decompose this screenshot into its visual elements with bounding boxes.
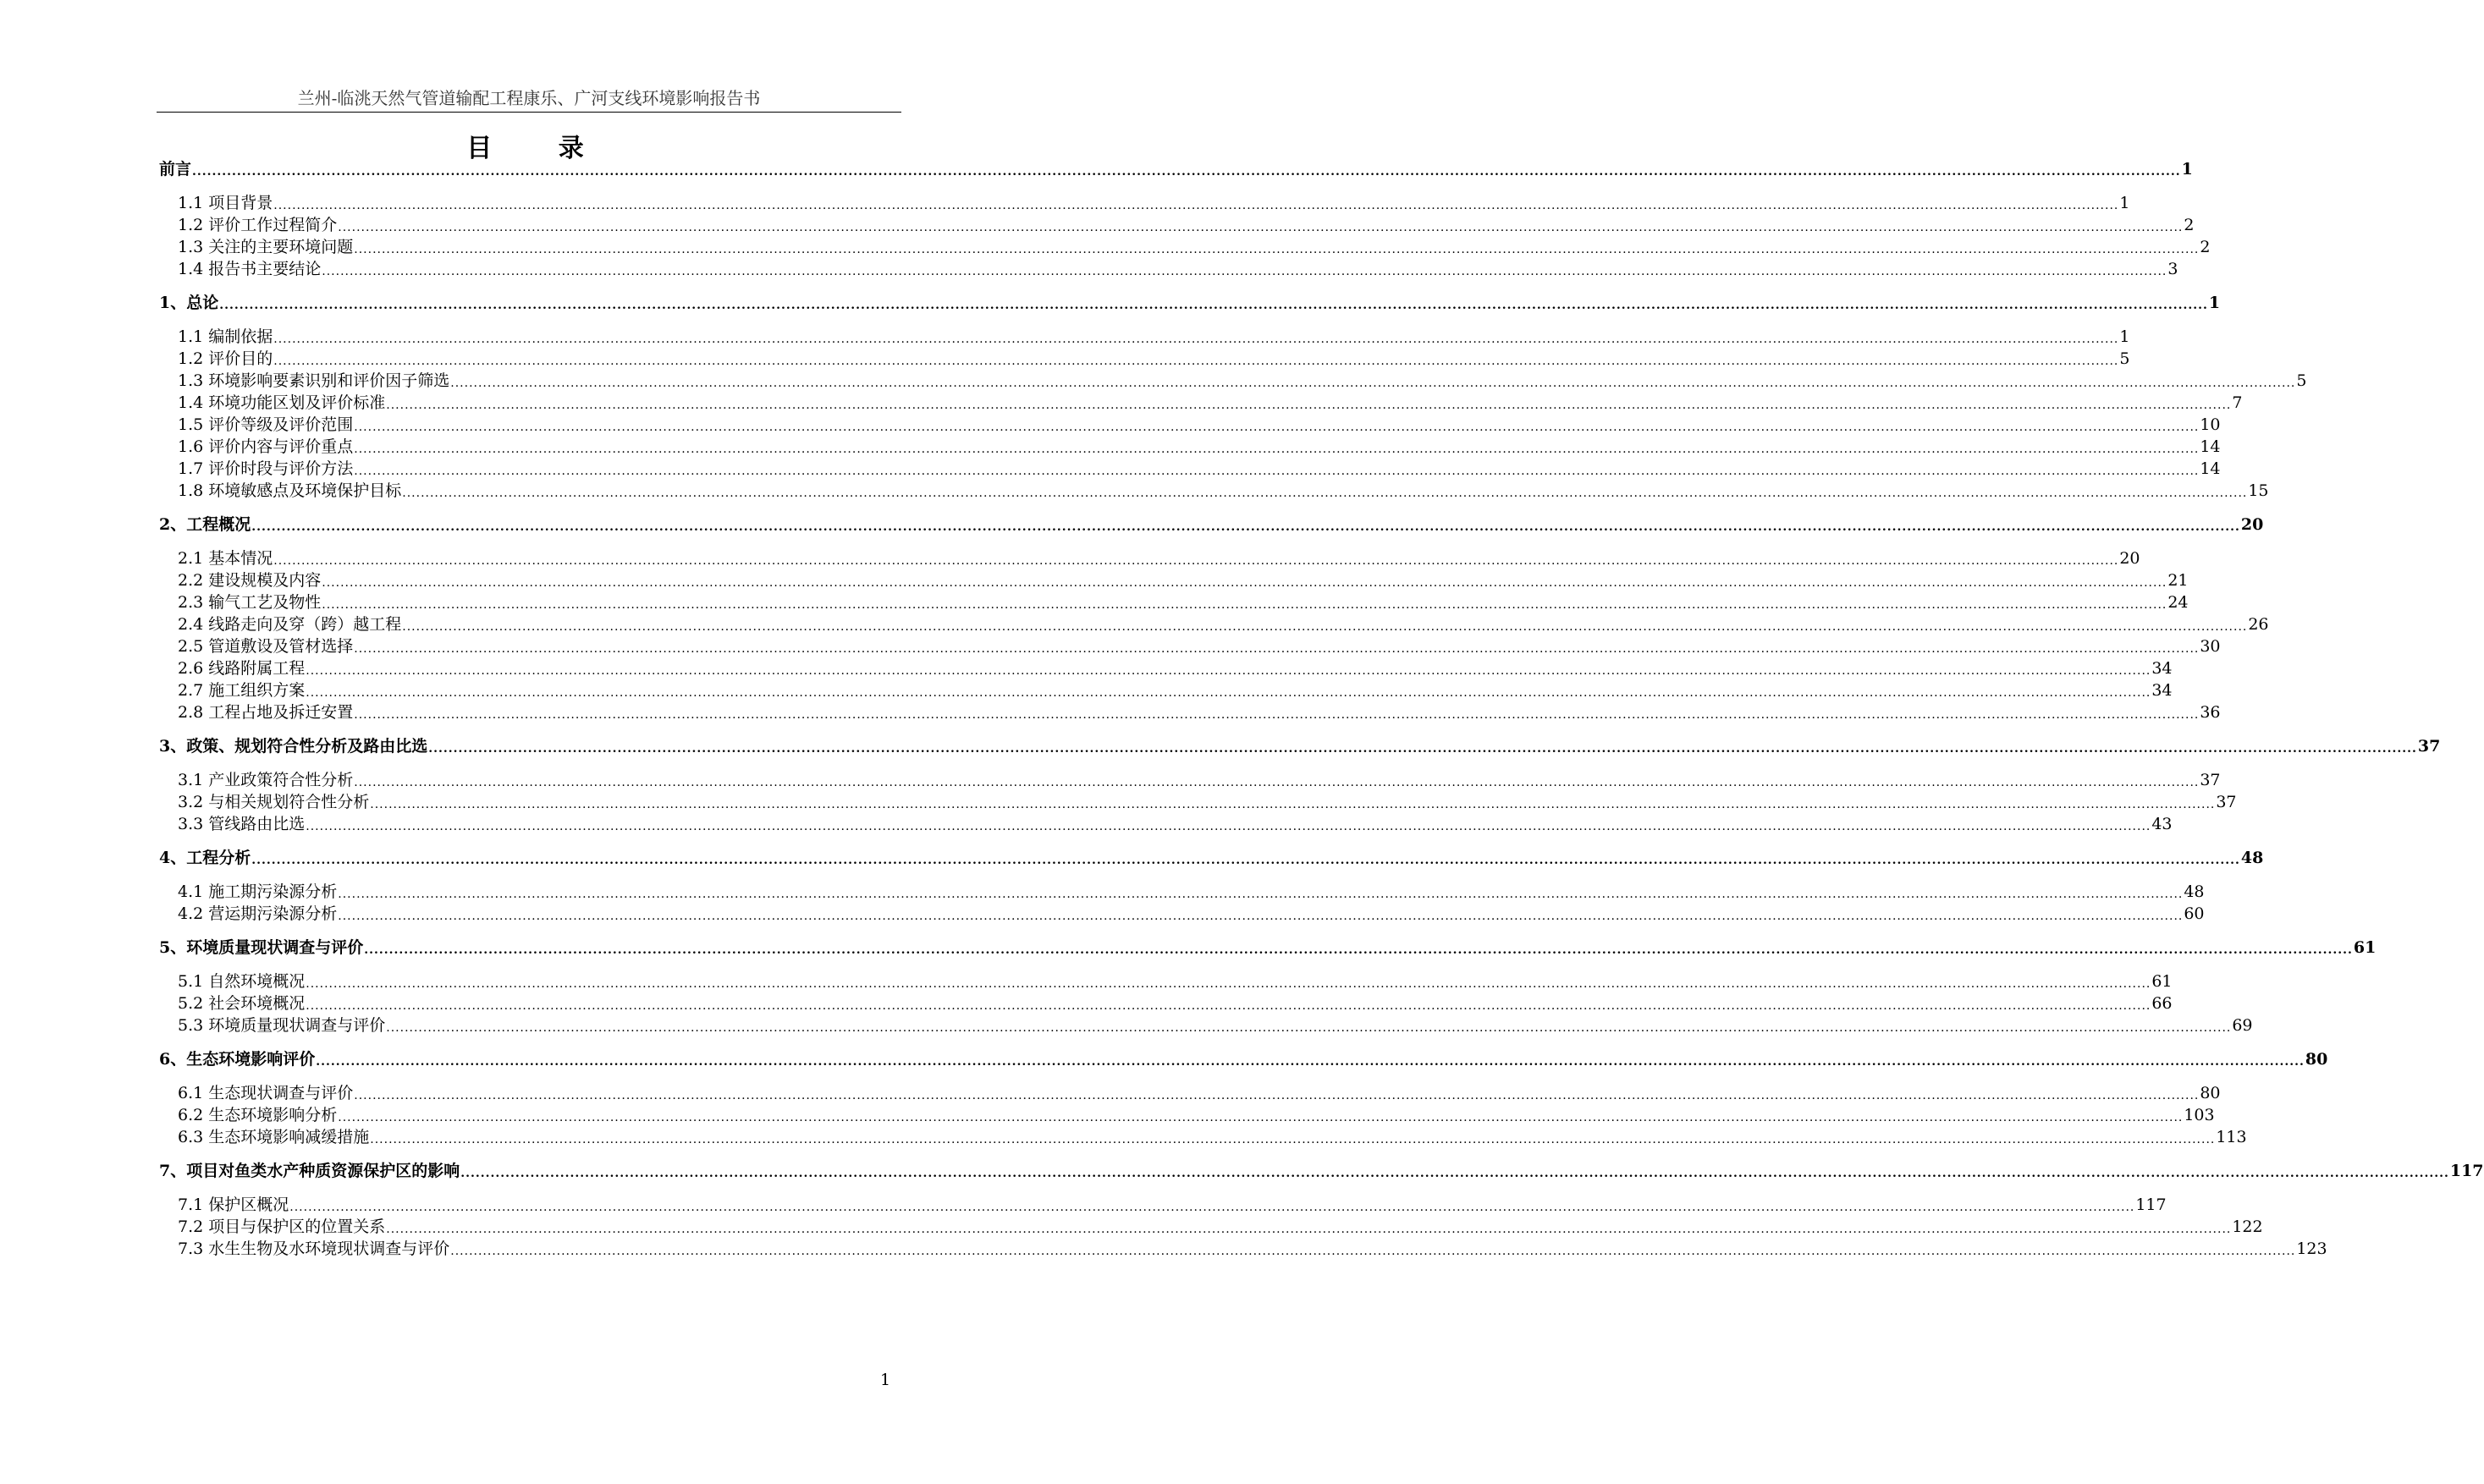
- toc-section-entry[interactable]: [159, 1104, 2215, 1126]
- toc-section-entry[interactable]: [159, 813, 2173, 835]
- toc-entry-title: 3.3 管线路由比选: [178, 815, 306, 833]
- toc-entry-title: 1.2 评价目的: [178, 349, 273, 368]
- toc-leader-dots: ................................................................................................................................................................................................................................................................................................................................................................................................................: [364, 943, 2353, 957]
- toc-section-entry[interactable]: [159, 881, 2205, 903]
- toc-leader-dots: ................................................................................................................................................................................................................................................................................................................................................................................................................: [354, 642, 2200, 656]
- toc-entry-page: 66: [2151, 994, 2173, 1013]
- toc-section-entry[interactable]: [159, 370, 2307, 392]
- toc-section-entry[interactable]: [159, 392, 2243, 414]
- toc-section-entry[interactable]: [159, 348, 2130, 370]
- toc-chapter-entry[interactable]: [159, 1048, 2328, 1070]
- toc-leader-dots: ................................................................................................................................................................................................................................................................................................................................................................................................................: [273, 355, 2119, 368]
- toc-entry-page: 80: [2200, 1084, 2221, 1102]
- toc-section-entry[interactable]: [159, 701, 2221, 723]
- toc-leader-dots: ................................................................................................................................................................................................................................................................................................................................................................................................................: [450, 376, 2296, 390]
- toc-entry-page: 122: [2232, 1217, 2263, 1236]
- toc-entry-title: 7.1 保护区概况: [178, 1195, 289, 1214]
- toc-entry-page: 61: [2151, 972, 2173, 991]
- toc-leader-dots: ................................................................................................................................................................................................................................................................................................................................................................................................................: [192, 165, 2181, 179]
- toc-leader-dots: ................................................................................................................................................................................................................................................................................................................................................................................................................: [354, 708, 2200, 722]
- toc-entry-title: 3.1 产业政策符合性分析: [178, 771, 354, 789]
- toc-leader-dots: ................................................................................................................................................................................................................................................................................................................................................................................................................: [322, 265, 2167, 278]
- toc-entry-title: 1、总论: [159, 294, 219, 312]
- toc-entry-title: 7、项目对鱼类水产种质资源保护区的影响: [159, 1162, 460, 1180]
- toc-entry-title: 1.6 评价内容与评价重点: [178, 437, 354, 456]
- toc-entry-page: 2: [2200, 238, 2211, 256]
- toc-leader-dots: ................................................................................................................................................................................................................................................................................................................................................................................................................: [273, 199, 2119, 212]
- toc-entry-title: 1.1 编制依据: [178, 327, 273, 346]
- toc-section-entry[interactable]: [159, 903, 2205, 925]
- toc-entry-title: 1.4 报告书主要结论: [178, 260, 322, 278]
- toc-leader-dots: ................................................................................................................................................................................................................................................................................................................................................................................................................: [322, 576, 2167, 590]
- toc-leader-dots: ................................................................................................................................................................................................................................................................................................................................................................................................................: [289, 1201, 2135, 1214]
- toc-entry-page: 37: [2417, 737, 2441, 756]
- toc-entry-page: 26: [2248, 615, 2269, 634]
- toc-entry-title: 1.5 评价等级及评价范围: [178, 415, 354, 434]
- toc-entry-title: 2.8 工程占地及拆迁安置: [178, 703, 354, 722]
- toc-leader-dots: ................................................................................................................................................................................................................................................................................................................................................................................................................: [354, 776, 2200, 789]
- toc-entry-page: 48: [2184, 882, 2205, 901]
- toc-entry-page: 69: [2232, 1016, 2253, 1035]
- toc-entry-title: 1.1 项目背景: [178, 194, 273, 212]
- toc-leader-dots: ................................................................................................................................................................................................................................................................................................................................................................................................................: [322, 598, 2167, 612]
- toc-leader-dots: ................................................................................................................................................................................................................................................................................................................................................................................................................: [306, 999, 2151, 1013]
- toc-section-entry[interactable]: [159, 480, 2269, 502]
- toc-entry-page: 15: [2248, 481, 2269, 500]
- toc-section-entry[interactable]: [159, 436, 2221, 458]
- toc-entry-title: 4、工程分析: [159, 849, 251, 867]
- toc-entry-title: 1.2 评价工作过程简介: [178, 216, 338, 234]
- toc-entry-page: 61: [2353, 938, 2377, 957]
- toc-leader-dots: ................................................................................................................................................................................................................................................................................................................................................................................................................: [354, 420, 2200, 434]
- toc-entry-title: 5.2 社会环境概况: [178, 994, 306, 1013]
- toc-entry-page: 43: [2151, 815, 2173, 833]
- toc-leader-dots: ................................................................................................................................................................................................................................................................................................................................................................................................................: [251, 520, 2240, 534]
- toc-entry-page: 1: [2119, 327, 2130, 346]
- toc-entry-title: 1.8 环境敏感点及环境保护目标: [178, 481, 402, 500]
- toc-entry-page: 34: [2151, 681, 2173, 700]
- toc-section-entry[interactable]: [159, 992, 2173, 1014]
- toc-entry-title: 6.2 生态环境影响分析: [178, 1106, 338, 1124]
- toc-entry-page: 103: [2184, 1106, 2215, 1124]
- toc-entry-title: 2.2 建设规模及内容: [178, 571, 322, 590]
- toc-entry-page: 36: [2200, 703, 2221, 722]
- toc-entry-page: 30: [2200, 637, 2221, 656]
- toc-section-entry[interactable]: [159, 236, 2211, 258]
- toc-entry-title: 2、工程概况: [159, 515, 251, 534]
- toc-entry-page: 37: [2216, 793, 2237, 811]
- toc-entry-title: 1.3 关注的主要环境问题: [178, 238, 354, 256]
- toc-entry-page: 20: [2119, 549, 2140, 568]
- toc-leader-dots: ................................................................................................................................................................................................................................................................................................................................................................................................................: [354, 243, 2200, 256]
- toc-chapter-entry[interactable]: [159, 1160, 2484, 1182]
- toc-section-entry[interactable]: [159, 458, 2221, 480]
- toc-entry-title: 6.1 生态现状调查与评价: [178, 1084, 354, 1102]
- toc-chapter-entry[interactable]: [159, 847, 2264, 869]
- toc-leader-dots: ................................................................................................................................................................................................................................................................................................................................................................................................................: [306, 664, 2151, 678]
- toc-entry-title: 5.1 自然环境概况: [178, 972, 306, 991]
- toc-entry-title: 1.3 环境影响要素识别和评价因子筛选: [178, 371, 450, 390]
- toc-entry-title: 3.2 与相关规划符合性分析: [178, 793, 370, 811]
- toc-section-entry[interactable]: [159, 635, 2221, 657]
- toc-section-entry[interactable]: [159, 192, 2130, 214]
- toc-entry-page: 117: [2135, 1195, 2167, 1214]
- toc-entry-page: 5: [2119, 349, 2130, 368]
- toc-entry-page: 3: [2167, 260, 2178, 278]
- toc-leader-dots: ................................................................................................................................................................................................................................................................................................................................................................................................................: [338, 1111, 2184, 1124]
- toc-entry-page: 2: [2184, 216, 2195, 234]
- toc-entry-page: 20: [2240, 515, 2264, 534]
- toc-entry-title: 5.3 环境质量现状调查与评价: [178, 1016, 386, 1035]
- toc-section-entry[interactable]: [159, 613, 2269, 635]
- toc-leader-dots: ................................................................................................................................................................................................................................................................................................................................................................................................................: [402, 486, 2248, 500]
- toc-leader-dots: ................................................................................................................................................................................................................................................................................................................................................................................................................: [306, 977, 2151, 991]
- toc-entry-title: 1.4 环境功能区划及评价标准: [178, 393, 386, 412]
- toc-chapter-entry[interactable]: [159, 292, 2221, 314]
- toc-section-entry[interactable]: [159, 1014, 2253, 1036]
- toc-section-entry[interactable]: [159, 569, 2189, 591]
- toc-entry-page: 113: [2216, 1128, 2247, 1146]
- toc-leader-dots: ................................................................................................................................................................................................................................................................................................................................................................................................................: [219, 299, 2208, 312]
- toc-entry-title: 3、政策、规划符合性分析及路由比选: [159, 737, 428, 756]
- toc-leader-dots: ................................................................................................................................................................................................................................................................................................................................................................................................................: [251, 854, 2240, 867]
- toc-entry-title: 2.1 基本情况: [178, 549, 273, 568]
- toc-entry-title: 1.7 评价时段与评价方法: [178, 459, 354, 478]
- toc-entry-title: 2.5 管道敷设及管材选择: [178, 637, 354, 656]
- toc-entry-title: 4.2 营运期污染源分析: [178, 904, 338, 923]
- toc-section-entry[interactable]: [159, 547, 2140, 569]
- toc-entry-title: 4.1 施工期污染源分析: [178, 882, 338, 901]
- toc-entry-page: 24: [2167, 593, 2189, 612]
- toc-entry-page: 34: [2151, 659, 2173, 678]
- toc-leader-dots: ................................................................................................................................................................................................................................................................................................................................................................................................................: [386, 1021, 2232, 1035]
- toc-entry-title: 2.4 线路走向及穿（跨）越工程: [178, 615, 402, 634]
- toc-leader-dots: ................................................................................................................................................................................................................................................................................................................................................................................................................: [316, 1055, 2305, 1069]
- toc-leader-dots: ................................................................................................................................................................................................................................................................................................................................................................................................................: [460, 1167, 2449, 1180]
- toc-leader-dots: ................................................................................................................................................................................................................................................................................................................................................................................................................: [370, 1133, 2216, 1146]
- toc-entry-page: 7: [2232, 393, 2243, 412]
- toc-entry-title: 6.3 生态环境影响减缓措施: [178, 1128, 370, 1146]
- toc-entry-page: 1: [2119, 194, 2130, 212]
- toc-section-entry[interactable]: [159, 1216, 2263, 1238]
- toc-entry-title: 7.3 水生生物及水环境现状调查与评价: [178, 1239, 450, 1258]
- toc-section-entry[interactable]: [159, 1194, 2167, 1216]
- toc-entry-page: 60: [2184, 904, 2205, 923]
- toc-entry-title: 前言: [159, 160, 192, 179]
- toc-leader-dots: ................................................................................................................................................................................................................................................................................................................................................................................................................: [306, 820, 2151, 833]
- toc-entry-title: 2.3 输气工艺及物性: [178, 593, 322, 612]
- toc-entry-title: 2.7 施工组织方案: [178, 681, 306, 700]
- toc-section-entry[interactable]: [159, 970, 2173, 992]
- toc-leader-dots: ................................................................................................................................................................................................................................................................................................................................................................................................................: [273, 333, 2119, 346]
- toc-chapter-entry[interactable]: [159, 937, 2377, 959]
- toc-leader-dots: ................................................................................................................................................................................................................................................................................................................................................................................................................: [354, 442, 2200, 456]
- toc-chapter-entry[interactable]: [159, 514, 2264, 536]
- toc-entry-page: 21: [2167, 571, 2189, 590]
- page-number: 1: [880, 1371, 891, 1389]
- toc-entry-page: 1: [2181, 160, 2193, 179]
- toc-section-entry[interactable]: [159, 679, 2173, 701]
- toc-chapter-entry[interactable]: [159, 158, 2193, 180]
- toc-section-entry[interactable]: [159, 591, 2189, 613]
- toc-entry-page: 123: [2296, 1239, 2327, 1258]
- toc-entry-page: 37: [2200, 771, 2221, 789]
- toc-leader-dots: ................................................................................................................................................................................................................................................................................................................................................................................................................: [338, 221, 2184, 234]
- toc-leader-dots: ................................................................................................................................................................................................................................................................................................................................................................................................................: [338, 888, 2184, 901]
- header-divider: [157, 112, 901, 113]
- toc-title: 目 录: [466, 134, 613, 163]
- toc-entry-page: 117: [2449, 1162, 2484, 1180]
- toc-leader-dots: ................................................................................................................................................................................................................................................................................................................................................................................................................: [402, 620, 2248, 634]
- toc-leader-dots: ................................................................................................................................................................................................................................................................................................................................................................................................................: [354, 1089, 2200, 1102]
- toc-leader-dots: ................................................................................................................................................................................................................................................................................................................................................................................................................: [273, 554, 2119, 568]
- toc-leader-dots: ................................................................................................................................................................................................................................................................................................................................................................................................................: [450, 1245, 2296, 1258]
- toc-entry-page: 14: [2200, 437, 2221, 456]
- toc-chapter-entry[interactable]: [159, 735, 2441, 757]
- toc-entry-title: 2.6 线路附属工程: [178, 659, 306, 678]
- toc-leader-dots: ................................................................................................................................................................................................................................................................................................................................................................................................................: [370, 798, 2216, 811]
- toc-leader-dots: ................................................................................................................................................................................................................................................................................................................................................................................................................: [386, 1223, 2232, 1236]
- toc-entry-page: 10: [2200, 415, 2221, 434]
- page-header: 兰州-临洮天然气管道输配工程康乐、广河支线环境影响报告书: [297, 88, 761, 108]
- toc-section-entry[interactable]: [159, 1082, 2221, 1104]
- toc-section-entry[interactable]: [159, 214, 2195, 236]
- toc-section-entry[interactable]: [159, 326, 2130, 348]
- toc-leader-dots: ................................................................................................................................................................................................................................................................................................................................................................................................................: [338, 910, 2184, 923]
- toc-entry-title: 5、环境质量现状调查与评价: [159, 938, 364, 957]
- toc-leader-dots: ................................................................................................................................................................................................................................................................................................................................................................................................................: [386, 398, 2232, 412]
- toc-section-entry[interactable]: [159, 414, 2221, 436]
- toc-leader-dots: ................................................................................................................................................................................................................................................................................................................................................................................................................: [306, 686, 2151, 700]
- toc-leader-dots: ................................................................................................................................................................................................................................................................................................................................................................................................................: [354, 464, 2200, 478]
- toc-entry-page: 1: [2208, 294, 2221, 312]
- toc-entry-page: 48: [2240, 849, 2264, 867]
- toc-entry-page: 80: [2305, 1050, 2328, 1069]
- toc-entry-title: 6、生态环境影响评价: [159, 1050, 316, 1069]
- toc-section-entry[interactable]: [159, 769, 2221, 791]
- toc-section-entry[interactable]: [159, 1126, 2247, 1148]
- toc-section-entry[interactable]: [159, 791, 2237, 813]
- toc-entry-title: 7.2 项目与保护区的位置关系: [178, 1217, 386, 1236]
- toc-entry-page: 14: [2200, 459, 2221, 478]
- toc-section-entry[interactable]: [159, 258, 2178, 280]
- toc-section-entry[interactable]: [159, 1238, 2327, 1260]
- toc-section-entry[interactable]: [159, 657, 2173, 679]
- toc-entry-page: 5: [2296, 371, 2307, 390]
- toc-leader-dots: ................................................................................................................................................................................................................................................................................................................................................................................................................: [428, 742, 2417, 756]
